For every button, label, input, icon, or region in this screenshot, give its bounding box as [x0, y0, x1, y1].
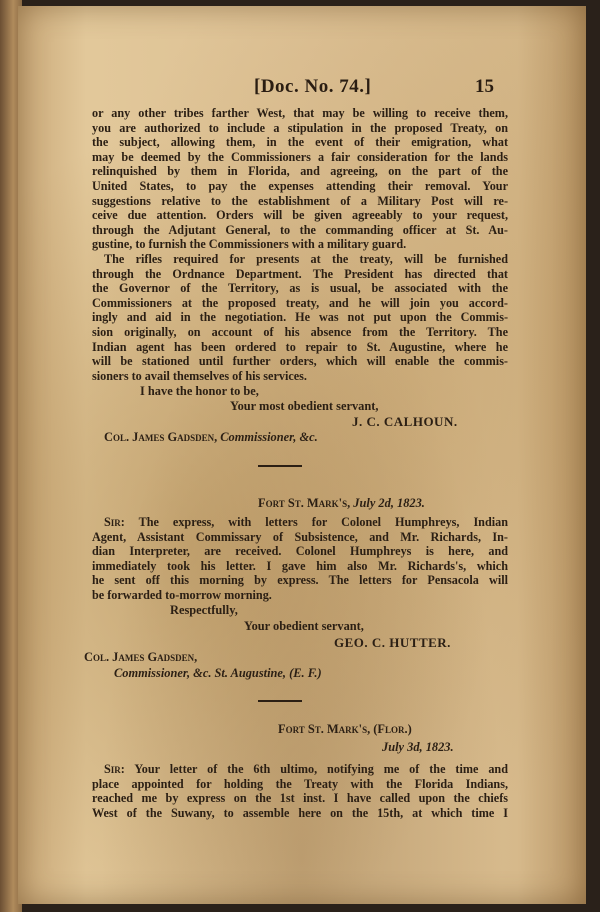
text-line: relinquished by them in Florida, and agreeing, on the part of the [92, 164, 508, 179]
text-line: through the Ordnance Department. The President has directed that [92, 266, 508, 281]
letter2-addressee-title: Commissioner, &c. St. Augustine, (E. F.) [114, 666, 322, 680]
letter1-addressee [104, 430, 318, 445]
text-line: immediately took his letter. I gave him also Mr. Richards's, which [92, 558, 508, 573]
text-line: The rifles required for presents at the treaty, will be furnished [104, 251, 508, 266]
text-line: gustine, to furnish the Commissioners with a military guard. [92, 237, 407, 252]
text-line: ceive due attention. Orders will be given agreeably to your request, [92, 208, 508, 223]
letter2-body [92, 515, 508, 603]
section-divider [258, 700, 302, 702]
letter1-closing-2: Your most obedient servant, [230, 399, 379, 413]
letter1-closing-1: I have the honor to be, [140, 384, 259, 398]
text-line: Sir: The express, with letters for Colonel Humphreys, Indian [104, 515, 508, 529]
text-line: he sent off this morning by express. The letters for Pensacola will [92, 573, 508, 588]
letter3-place: Fort St. Mark's, (Flor.) [278, 722, 412, 736]
text-line: will be stationed until further orders, which will enable the commis- [92, 354, 508, 369]
addressee-name: Col. James Gadsden, [104, 430, 218, 444]
letter3-date: July 3d, 1823. [382, 740, 454, 754]
letter2-date: July 2d, 1823. [353, 496, 425, 510]
salutation: Sir: [104, 515, 125, 529]
salutation: Sir: [104, 762, 125, 776]
text-line: may be deemed by the Commissioners a fair consideration for the lands [92, 149, 508, 164]
text-line: through the Adjutant General, to the commanding officer at St. Au- [92, 222, 508, 237]
text-line: the Governor of the Territory, as is usual, be associated with the [92, 281, 508, 296]
section-divider [258, 465, 302, 467]
text-line: ingly and aid in the negotiation. He was not put upon the Commis- [92, 310, 508, 325]
letter2-addressee-name: Col. James Gadsden, [84, 650, 198, 664]
text-line: be forwarded to-morrow morning. [92, 587, 272, 602]
text-line: you are authorized to include a stipulation in the proposed Treaty, on [92, 120, 508, 135]
letter2-place: Fort St. Mark's, [258, 496, 351, 510]
page-header [18, 76, 586, 100]
text-line: reached me by express on the 1st inst. I have called upon the chiefs [92, 791, 508, 806]
text-line: sioners to avail themselves of his services. [92, 368, 307, 383]
letter2-closing-2: Your obedient servant, [244, 619, 364, 633]
addressee-title: Commissioner, &c. [220, 430, 318, 444]
letter3-body [92, 762, 508, 820]
text-line: sion originally, on account of his absence from the Territory. The [92, 324, 508, 339]
letter2-dateline [258, 496, 425, 511]
page-number: 15 [475, 76, 494, 97]
text-line: Indian agent has been ordered to repair to St. Augustine, where he [92, 339, 508, 354]
text-line: suggestions relative to the establishment of a Military Post will re- [92, 193, 508, 208]
document-number: [Doc. No. 74.] [254, 76, 372, 97]
text-line: dian Interpreter, are received. Colonel Humphreys is here, and [92, 544, 508, 559]
text-line: United States, to pay the expenses attending their removal. Your [92, 178, 508, 193]
text-line: West of the Suwany, to assemble here on the 15th, at which time I [92, 805, 508, 820]
letter2-signature: GEO. C. HUTTER. [334, 635, 451, 650]
document-page [18, 6, 586, 904]
text-line: Agent, Assistant Commissary of Subsistence, and Mr. Richards, In- [92, 529, 508, 544]
text-line: or any other tribes farther West, that may be willing to receive them, [92, 106, 508, 120]
text-line: the subject, allowing them, in the event of their emigration, what [92, 135, 508, 150]
letter1-body [92, 106, 508, 383]
letter2-closing-1: Respectfully, [170, 603, 238, 617]
letter1-signature: J. C. CALHOUN. [352, 414, 458, 429]
text-line: Commissioners at the proposed treaty, and he will join you accord- [92, 295, 508, 310]
text-line: Sir: Your letter of the 6th ultimo, notifying me of the time and [104, 762, 508, 776]
text-line: place appointed for holding the Treaty with the Florida Indians, [92, 776, 508, 791]
